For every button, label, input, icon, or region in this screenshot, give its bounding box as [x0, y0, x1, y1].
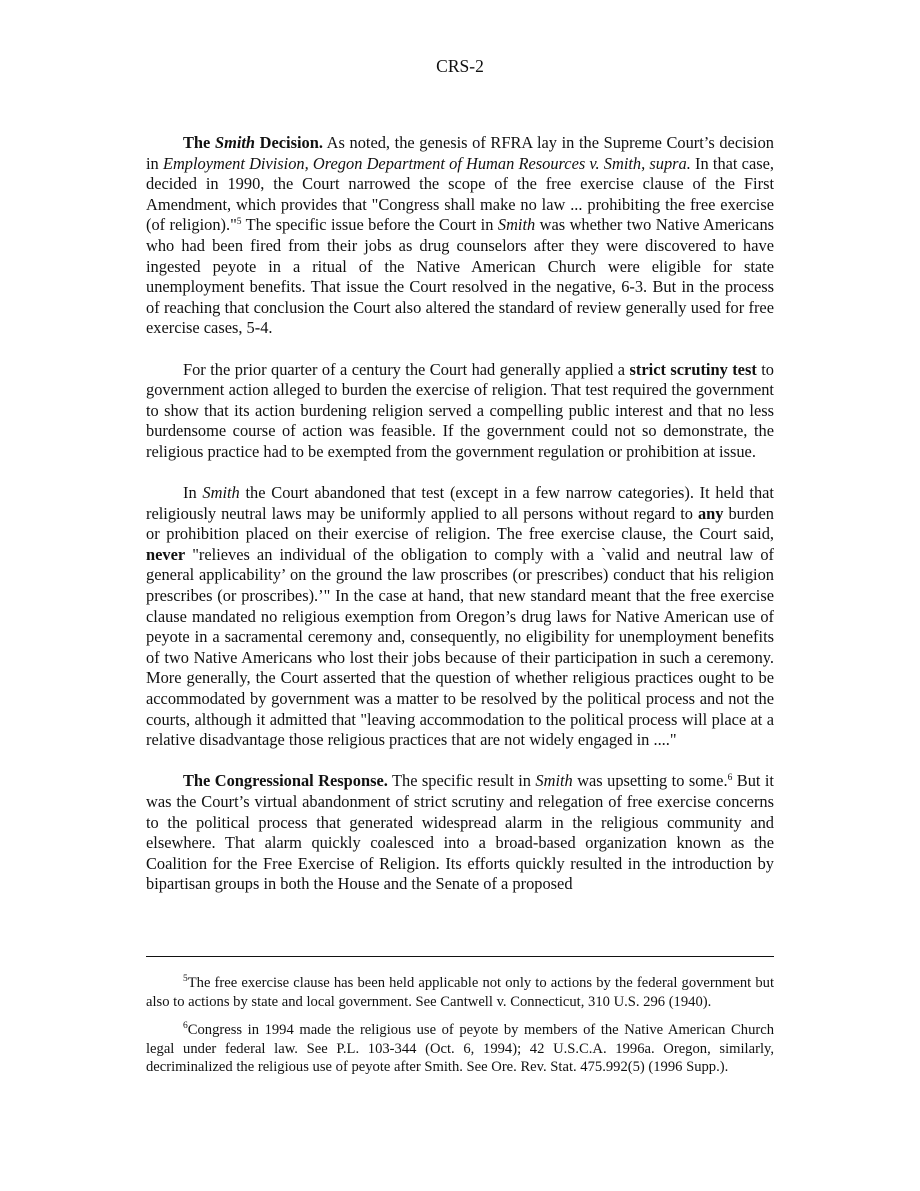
case-citation: Employment Division, Oregon Department of Human Resources v. Smith, supra. [162, 153, 691, 173]
footnote-6 [146, 1021, 774, 1077]
page-header: CRS-2 [436, 56, 484, 76]
paragraph-smith-abandonment: In Smith the Court abandoned that test (except in a few narrow categories). It held that religiously neutral laws may be uniformly applied to all persons without regard to any burden or prohibition placed on their exercise of religion. The free exercise clause, the Court said, never "relieves an individual of the obligation to comply with a `valid and neutral law of general applicability’ on the ground the law proscribes (or prescribes) conduct that his religion prescribes (or proscribes).’" In the case at hand, that new standard meant that the free exercise clause mandated no religious exemption from Oregon’s drug laws for Native American use of peyote in a sacramental ceremony and, consequently, no eligibility for unemployment benefits of two Native Americans who lost their jobs because of their participation in such a ceremony. More generally, the Court asserted that the question of whether religious practices ought to be accommodated by government was a matter to be resolved by the political process and not the courts, although it admitted that "leaving accommodation to the political process will place at a relative disadvantage those religious practices that are not widely engaged in ...." [146, 483, 774, 750]
footnote-ref-6[interactable]: 6 [727, 773, 733, 784]
emphasis-any: any [697, 503, 724, 523]
footnote-text: Congress in 1994 made the religious use of peyote by members of the Native American Church legal under federal law. See P.L. 103-344 (Oct. 6, 1994); 42 U.S.C.A. 1996a. Oregon, similarly, decriminalized the religious use of peyote after Smith. See Ore. Rev. Stat. 475.992(5) (1996 Supp.). [146, 1022, 774, 1076]
footnote-number: 6 [183, 1021, 188, 1032]
emphasis-strict-scrutiny: strict scrutiny test [629, 359, 757, 379]
footnotes [146, 974, 774, 1087]
footnote-ref-5[interactable]: 5 [236, 217, 242, 228]
emphasis-never: never [146, 544, 186, 564]
section-heading: The Smith Decision. [183, 133, 323, 152]
footnote-5 [146, 974, 774, 1011]
paragraph-smith-decision: The Smith Decision. As noted, the genesis of RFRA lay in the Supreme Court’s decision in Employment Division, Oregon Department of Human Resources v. Smith, supra. In that case, decided in 1990, the Court narrowed the scope of the free exercise clause of the First Amendment, which provides that "Congress shall make no law ... prohibiting the free exercise (of religion)."$^5$ The specific issue before the Court in Smith was whether two Native Americans who had been fired from their jobs as drug counselors after they were discovered to have ingested peyote in a ritual of the Native American Church were eligible for state unemployment benefits. That issue the Court resolved in the negative, 6-3. But in the process of reaching that conclusion the Court also altered the standard of review generally used for free exercise cases, 5-4. [146, 133, 775, 338]
body-text [146, 133, 774, 916]
paragraph-strict-scrutiny: For the prior quarter of a century the Court had generally applied a strict scrutiny test to government action alleged to burden the exercise of religion. That test required the government to show that its action burdening religion served a compelling public interest and that no less burdensome course of action was feasible. If the government could not so demonstrate, the religious practice had to be exempted from the government regulation or prohibition at issue. [146, 359, 774, 461]
footnote-text: The free exercise clause has been held applicable not only to actions by the federal government but also to actions by state and local government. See Cantwell v. Connecticut, 310 U.S. 296 (1940). [146, 975, 774, 1010]
section-heading: The Congressional Response. [183, 771, 388, 791]
paragraph-congressional-response: The Congressional Response. The specific result in Smith was upsetting to some.$^6$ But it was the Court’s virtual abandonment of strict scrutiny and relegation of free exercise concerns to the political process that generated widespread alarm in the religious community and elsewhere. That alarm quickly coalesced into a broad-based organization known as the Coalition for the Free Exercise of Religion. Its efforts quickly resulted in the introduction by bipartisan groups in both the House and the Senate of a proposed [146, 771, 774, 894]
footnote-divider [146, 956, 774, 957]
footnote-number: 5 [183, 974, 188, 984]
